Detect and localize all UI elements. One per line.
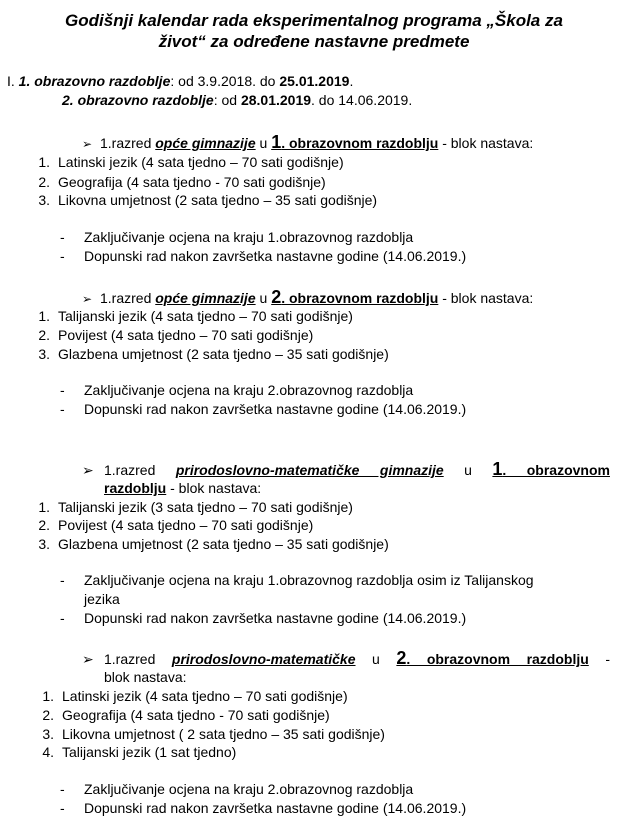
- section-4-heading-cont: blok nastava:: [104, 669, 187, 685]
- list-item: 3. Likovna umjetnost ( 2 sata tjedno – 35 sati godišnje): [34, 726, 385, 743]
- section-1-heading: ➢ 1.razred opće gimnazije u 1. obrazovnom razdoblju - blok nastava:: [82, 132, 534, 152]
- dash-bullet: -: [60, 572, 65, 588]
- list-number: 1.: [38, 499, 50, 515]
- dash-item: - Dopunski rad nakon završetka nastavne godine (14.06.2019.): [60, 401, 467, 417]
- program-name: prirodoslovno-matematičke gimnazije: [175, 462, 444, 478]
- roman-numeral: I.: [7, 73, 15, 89]
- list-number: 1.: [38, 308, 50, 324]
- list-number: 3.: [38, 536, 50, 552]
- title-line-2: život“ za određene nastavne predmete: [158, 32, 470, 51]
- list-item: 1. Talijanski jezik (4 sata tjedno – 70 sati godišnje): [30, 308, 353, 325]
- dash-item: - Zaključivanje ocjena na kraju 1.obrazovnog razdoblja osim iz Talijanskog: [60, 572, 534, 588]
- list-number: 1.: [42, 688, 54, 704]
- list-item: 2. Geografija (4 sata tjedno - 70 sati godišnje): [30, 174, 326, 191]
- section-3-heading: 1.razred prirodoslovno-matematičke gimnazije u 1. obrazovnom: [104, 459, 610, 479]
- period-1-line: I. 1. obrazovno razdoblje: od 3.9.2018. do 25.01.2019.: [7, 73, 354, 89]
- list-number: 3.: [38, 346, 50, 362]
- period-number: 1: [492, 459, 503, 479]
- dash-bullet: -: [60, 401, 65, 417]
- period-1-range: : od 3.9.2018. do: [170, 73, 280, 89]
- section-2-heading: ➢ 1.razred opće gimnazije u 2. obrazovnom razdoblju - blok nastava:: [82, 287, 534, 307]
- list-item: 3. Likovna umjetnost (2 sata tjedno – 35 sati godišnje): [30, 192, 377, 209]
- list-item: 2. Geografija (4 sata tjedno - 70 sati godišnje): [34, 707, 330, 724]
- dash-item: - Zaključivanje ocjena na kraju 1.obrazovnog razdoblja: [60, 229, 414, 245]
- dash-bullet: -: [60, 610, 65, 626]
- period-2-start: 28.01.2019: [240, 92, 312, 108]
- period-number: 1: [271, 132, 282, 152]
- period-1-end: 25.01.2019: [279, 73, 350, 89]
- program-name: opće gimnazije: [155, 290, 256, 306]
- period-2-range: : od: [213, 92, 241, 108]
- section-4-heading: 1.razred prirodoslovno-matematičke u 2. obrazovnom razdoblju -: [104, 648, 610, 668]
- program-name: opće gimnazije: [155, 135, 256, 151]
- list-number: 3.: [42, 726, 54, 742]
- list-item: 1. Latinski jezik (4 sata tjedno – 70 sati godišnje): [34, 688, 348, 705]
- dash-item: - Zaključivanje ocjena na kraju 2.obrazovnog razdoblja: [60, 781, 414, 797]
- dash-item: - Zaključivanje ocjena na kraju 2.obrazovnog razdoblja: [60, 382, 414, 398]
- period-number: 2: [396, 648, 407, 668]
- dash-bullet: -: [60, 781, 65, 797]
- dash-bullet: -: [60, 800, 65, 816]
- list-number: 4.: [42, 744, 54, 760]
- dash-bullet: -: [60, 229, 65, 245]
- list-item: 1. Latinski jezik (4 sata tjedno – 70 sati godišnje): [30, 154, 344, 171]
- program-name: prirodoslovno-matematičke: [171, 651, 356, 667]
- list-item: 3. Glazbena umjetnost (2 sata tjedno – 35 sati godišnje): [30, 536, 389, 553]
- dash-bullet: -: [60, 382, 65, 398]
- list-item: 2. Povijest (4 sata tjedno – 70 sati godišnje): [30, 517, 313, 534]
- section-3-heading-cont: razdoblju - blok nastava:: [104, 480, 262, 496]
- period-2-label: 2. obrazovno razdoblje: [62, 92, 214, 108]
- list-item: 3. Glazbena umjetnost (2 sata tjedno – 35 sati godišnje): [30, 346, 389, 363]
- dash-item: - Dopunski rad nakon završetka nastavne godine (14.06.2019.): [60, 248, 467, 264]
- arrow-bullet-icon: ➢: [82, 651, 94, 667]
- period-number: 2: [271, 287, 282, 307]
- dash-item: - Dopunski rad nakon završetka nastavne godine (14.06.2019.): [60, 610, 467, 626]
- arrow-bullet-icon: ➢: [82, 292, 93, 306]
- list-item: 1. Talijanski jezik (3 sata tjedno – 70 sati godišnje): [30, 499, 353, 516]
- list-item: 2. Povijest (4 sata tjedno – 70 sati godišnje): [30, 327, 313, 344]
- list-number: 2.: [38, 517, 50, 533]
- dash-bullet: -: [60, 248, 65, 264]
- list-number: 2.: [42, 707, 54, 723]
- period-2-line: 2. obrazovno razdoblje: od 28.01.2019. do 14.06.2019.: [62, 92, 413, 108]
- list-number: 2.: [38, 327, 50, 343]
- list-number: 3.: [38, 192, 50, 208]
- period-1-label: 1. obrazovno razdoblje: [18, 73, 171, 89]
- list-number: 2.: [38, 174, 50, 190]
- dash-item-cont: jezika: [84, 591, 120, 607]
- list-item: 4. Talijanski jezik (1 sat tjedno): [34, 744, 236, 761]
- title-line-1: Godišnji kalendar rada eksperimentalnog programa „Škola za: [65, 11, 563, 30]
- document-title: [0, 10, 628, 52]
- list-number: 1.: [38, 154, 50, 170]
- dash-item: - Dopunski rad nakon završetka nastavne godine (14.06.2019.): [60, 800, 467, 816]
- arrow-bullet-icon: ➢: [82, 462, 94, 478]
- arrow-bullet-icon: ➢: [82, 137, 93, 151]
